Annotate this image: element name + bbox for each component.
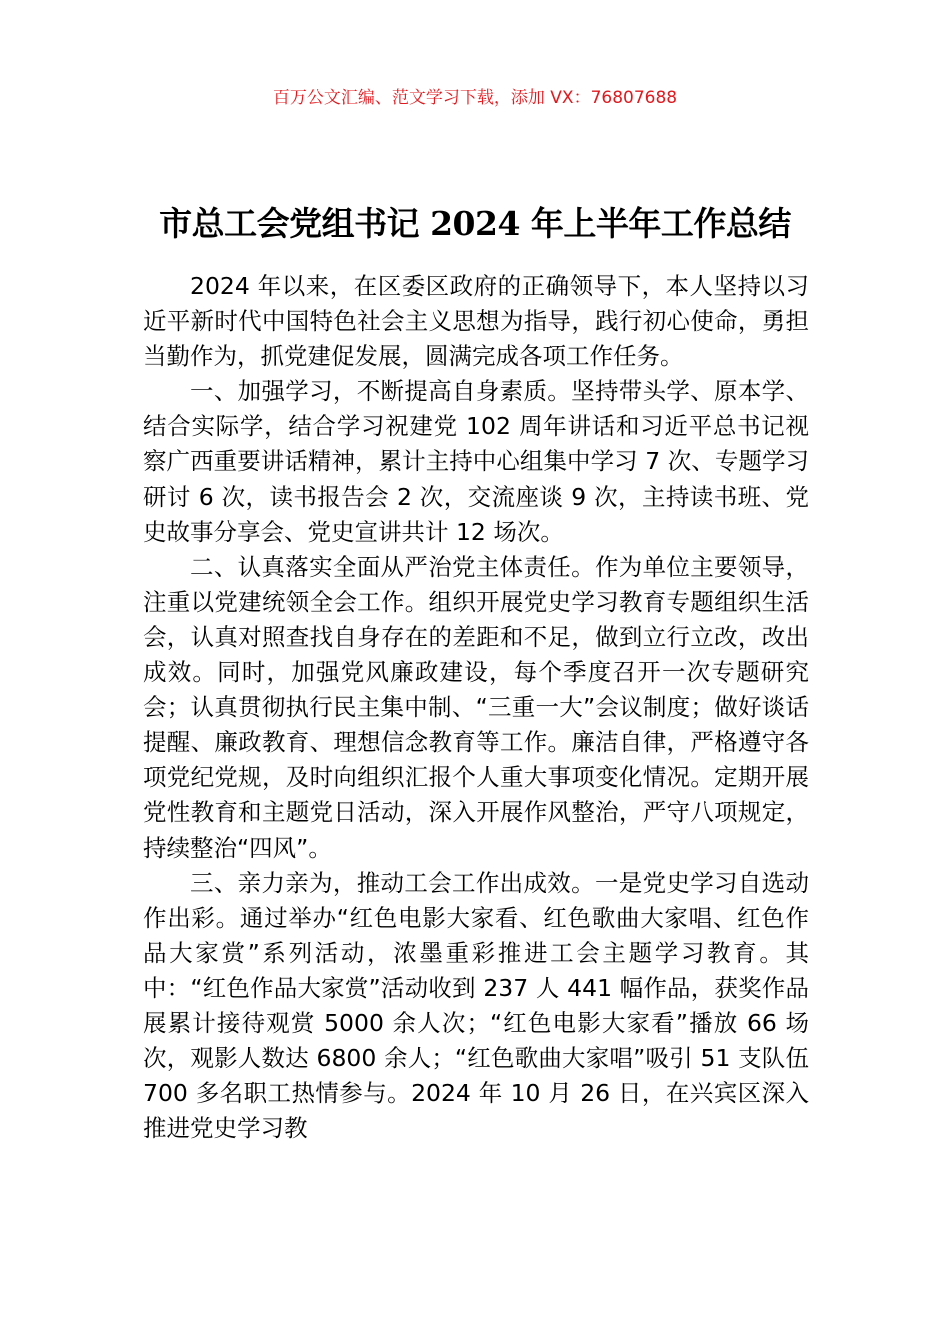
watermark-banner: 百万公文汇编、范文学习下载，添加 VX：76807688 <box>272 88 678 108</box>
document-title: 市总工会党组书记 2024 年上半年工作总结 <box>159 204 791 244</box>
document-body <box>143 269 809 1146</box>
paragraph-section-2: 二、认真落实全面从严治党主体责任。作为单位主要领导，注重以党建统领全会工作。组织开展党史学习教育专题组织生活会，认真对照查找自身存在的差距和不足，做到立行立改，改出成效。同时，加强党风廉政建设，每个季度召开一次专题研究会；认真贯彻执行民主集中制、“三重一大”会议制度；做好谈话提醒、廉政教育、理想信念教育等工作。廉洁自律，严格遵守各项党纪党规，及时向组织汇报个人重大事项变化情况。定期开展党性教育和主题党日活动，深入开展作风整治，严守八项规定，持续整治“四风”。 <box>143 552 809 862</box>
paragraph-intro: 2024 年以来，在区委区政府的正确领导下，本人坚持以习近平新时代中国特色社会主义思想为指导，践行初心使命，勇担当勤作为，抓党建促发展，圆满完成各项工作任务。 <box>143 272 809 371</box>
paragraph-section-3: 三、亲力亲为，推动工会工作出成效。一是党史学习自选动作出彩。通过举办“红色电影大家看、红色歌曲大家唱、红色作品大家赏”系列活动，浓墨重彩推进工会主题学习教育。其中：“红色作品大家赏”活动收到 237 人 441 幅作品，获奖作品展累计接待观赏 5000 余人次；“红色电影大家看”播放 66 场次，观影人数达 6800 余人；“红色歌曲大家唱”吸引 51 支队伍 700 多名职工热情参与。2024 年 10 月 26 日，在兴宾区深入推进党史学习教 <box>143 868 809 1143</box>
paragraph-section-1: 一、加强学习，不断提高自身素质。坚持带头学、原本学、结合实际学，结合学习祝建党 102 周年讲话和习近平总书记视察广西重要讲话精神，累计主持中心组集中学习 7 次、专题学习研讨 6 次，读书报告会 2 次，交流座谈 9 次，主持读书班、党史故事分享会、党史宣讲共计 12 场次。 <box>143 377 809 546</box>
